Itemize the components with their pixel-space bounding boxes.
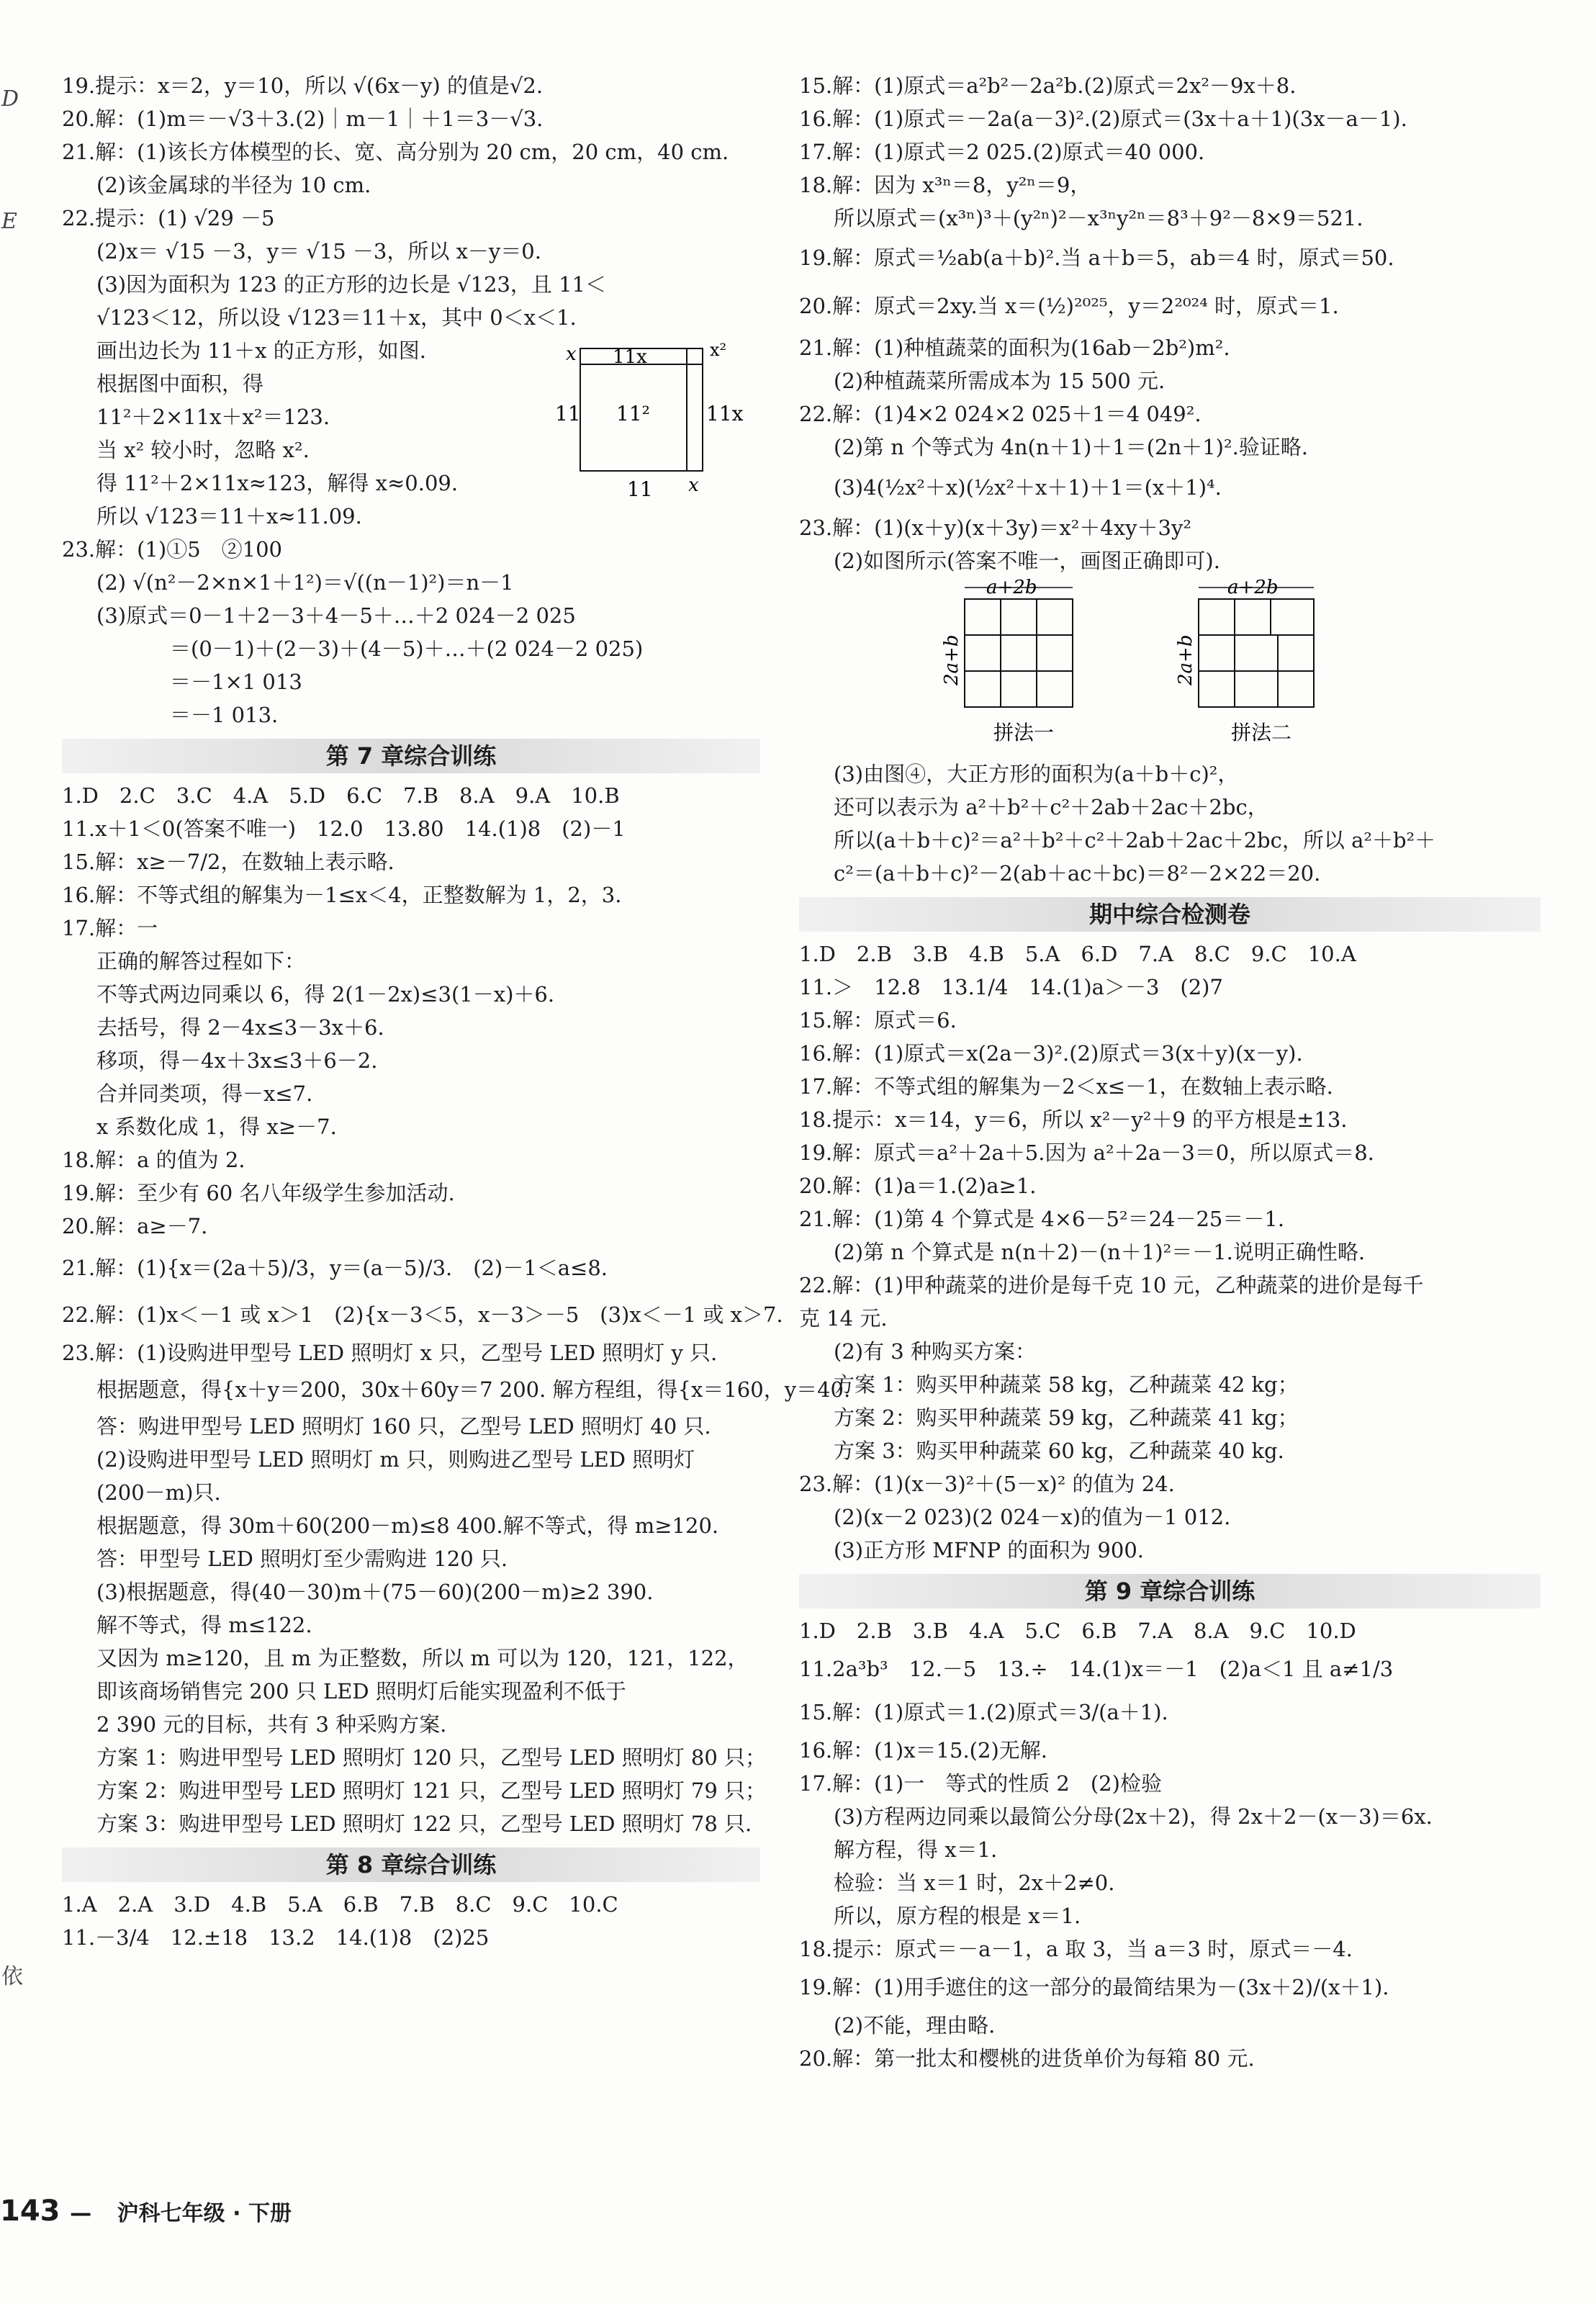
r-23-c: (3)由图④，大正方形的面积为(a＋b＋c)²， bbox=[834, 762, 1239, 786]
ch7-23-h: 解不等式，得 m≤122. bbox=[96, 1613, 312, 1637]
answer-22-result: 所以 √123＝11＋x≈11.09. bbox=[96, 504, 362, 528]
ch9-18: 18.提示：原式＝－a－1，a 取 3，当 a＝3 时，原式＝－4. bbox=[799, 1937, 1353, 1961]
answer-22-area: 根据图中面积，得 bbox=[96, 372, 264, 396]
mid-23: 23.解：(1)(x－3)²＋(5－x)² 的值为 24. bbox=[799, 1472, 1175, 1496]
r-23-d: 还可以表示为 a²＋b²＋c²＋2ab＋2ac＋2bc， bbox=[834, 795, 1268, 819]
ch9-17-c: 解方程，得 x＝1. bbox=[834, 1837, 998, 1862]
grid1-top-label: a+2b bbox=[986, 577, 1037, 598]
mid-22-e: 方案 2：购买甲种蔬菜 59 kg，乙种蔬菜 41 kg； bbox=[834, 1405, 1299, 1430]
ch7-22: 22.解：(1)x＜－1 或 x＞1 (2){x－3＜5，x－3＞－5 (3)x＜－1 或 x＞7. bbox=[62, 1302, 783, 1327]
answer-23-3d: ＝－1 013. bbox=[170, 703, 279, 727]
margin-mark-yi: 依 bbox=[1, 1964, 23, 1989]
ch8-fill: 11.－3/4 12.±18 13.2 14.(1)8 (2)25 bbox=[62, 1925, 490, 1950]
ch7-21: 21.解：(1){x＝(2a＋5)/3，y＝(a－5)/3. (2)－1＜a≤8. bbox=[62, 1256, 608, 1280]
answer-22-3b: √123＜12，所以设 √123＝11＋x，其中 0＜x＜1. bbox=[96, 305, 577, 330]
answer-22-2: (2)x＝ √15 －3，y＝ √15 －3，所以 x－y＝0. bbox=[96, 239, 541, 264]
grid2-side-label: 2a+b bbox=[1175, 634, 1197, 685]
answer-20: 20.解：(1)m＝－√3＋3.(2)｜m－1｜＋1＝3－√3. bbox=[62, 107, 544, 131]
ch7-17-e: 合并同类项，得－x≤7. bbox=[96, 1081, 313, 1106]
answer-19: 19.提示：x＝2，y＝10，所以 √(6x－y) 的值是√2. bbox=[62, 73, 544, 98]
mid-22-f: 方案 3：购买甲种蔬菜 60 kg，乙种蔬菜 40 kg. bbox=[834, 1439, 1284, 1463]
answer-23-3: (3)原式＝0－1＋2－3＋4－5＋…＋2 024－2 025 bbox=[96, 603, 576, 628]
grid2-caption: 拼法二 bbox=[1231, 721, 1292, 744]
r-22: 22.解：(1)4×2 024×2 025＋1＝4 049². bbox=[799, 402, 1201, 426]
ch7-choice: 1.D 2.C 3.C 4.A 5.D 6.C 7.B 8.A 9.A 10.B bbox=[62, 783, 620, 808]
answer-22-ignore: 当 x² 较小时，忽略 x². bbox=[96, 438, 310, 462]
mid-23-b: (2)(x－2 023)(2 024－x)的值为－1 012. bbox=[834, 1505, 1231, 1529]
ch7-17-c: 去括号，得 2－4x≤3－3x＋6. bbox=[96, 1015, 384, 1040]
ch7-17-b: 不等式两边同乘以 6，得 2(1－2x)≤3(1－x)＋6. bbox=[96, 982, 555, 1007]
answer-22-draw: 画出边长为 11＋x 的正方形，如图. bbox=[96, 338, 426, 363]
ch7-23-b: 答：购进甲型号 LED 照明灯 160 只，乙型号 LED 照明灯 40 只. bbox=[96, 1414, 711, 1439]
grid-diagram-1 bbox=[936, 577, 1080, 757]
ch7-23-m: 方案 2：购进甲型号 LED 照明灯 121 只，乙型号 LED 照明灯 79 只； bbox=[96, 1778, 767, 1803]
mid-16: 16.解：(1)原式＝x(2a－3)².(2)原式＝3(x＋y)(x－y). bbox=[799, 1041, 1303, 1066]
mid-23-c: (3)正方形 MFNP 的面积为 900. bbox=[834, 1538, 1145, 1562]
ch9-17: 17.解：(1)一 等式的性质 2 (2)检验 bbox=[799, 1771, 1162, 1796]
r-22-b: (2)第 n 个等式为 4n(n＋1)＋1＝(2n＋1)².验证略. bbox=[834, 435, 1309, 459]
answer-21-2: (2)该金属球的半径为 10 cm. bbox=[96, 173, 371, 197]
r-23-e: 所以(a＋b＋c)²＝a²＋b²＋c²＋2ab＋2ac＋2bc，所以 a²＋b²＋ bbox=[834, 828, 1436, 852]
ch7-23-e: 根据题意，得 30m＋60(200－m)≤8 400.解不等式，得 m≥120. bbox=[96, 1513, 719, 1538]
answer-21: 21.解：(1)该长方体模型的长、宽、高分别为 20 cm，20 cm，40 cm. bbox=[62, 140, 729, 164]
fig-bottom-right-label: x bbox=[688, 474, 699, 496]
mid-22: 22.解：(1)甲种蔬菜的进价是每千克 10 元，乙种蔬菜的进价是每千 bbox=[799, 1273, 1424, 1297]
answer-23-3b: ＝(0－1)＋(2－3)＋(4－5)＋…＋(2 024－2 025) bbox=[170, 636, 644, 661]
r-21: 21.解：(1)种植蔬菜的面积为(16ab－2b²)m². bbox=[799, 336, 1230, 360]
answer-22-solve: 得 11²＋2×11x≈123，解得 x≈0.09. bbox=[96, 471, 459, 495]
ch7-18: 18.解：a 的值为 2. bbox=[62, 1148, 245, 1172]
grid-figures bbox=[799, 577, 1541, 757]
grid-figure-2 bbox=[1170, 577, 1328, 760]
answer-22: 22.提示：(1) √29 －5 bbox=[62, 206, 275, 230]
answer-23-2: (2) √(n²－2×n×1＋1²)＝√((n－1)²)＝n－1 bbox=[96, 570, 514, 595]
book-title: 沪科七年级 · 下册 bbox=[117, 2201, 292, 2226]
ch9-choice: 1.D 2.B 3.B 4.A 5.C 6.B 7.A 8.A 9.C 10.D bbox=[799, 1619, 1356, 1643]
mid-22-c: (2)有 3 种购买方案： bbox=[834, 1339, 1036, 1364]
answer-23: 23.解：(1)①5 ②100 bbox=[62, 537, 283, 562]
ch9-19-b: (2)不能，理由略. bbox=[834, 2013, 996, 2038]
banner-chapter-7: 第 7 章综合训练 bbox=[62, 739, 760, 773]
ch9-20: 20.解：第一批太和樱桃的进货单价为每箱 80 元. bbox=[799, 2046, 1255, 2071]
grid2-top-label: a+2b bbox=[1227, 577, 1279, 598]
square-diagram bbox=[551, 334, 767, 521]
fig-right-label: 11x bbox=[706, 402, 744, 426]
mid-18: 18.提示：x＝14，y＝6，所以 x²－y²＋9 的平方根是±13. bbox=[799, 1107, 1348, 1132]
ch7-23-g: (3)根据题意，得(40－30)m＋(75－60)(200－m)≥2 390. bbox=[96, 1580, 654, 1604]
ch7-23-j: 即该商场销售完 200 只 LED 照明灯后能实现盈利不低于 bbox=[96, 1679, 626, 1704]
r-15: 15.解：(1)原式＝a²b²－2a²b.(2)原式＝2x²－9x＋8. bbox=[799, 73, 1297, 98]
fig-top-right-label: x² bbox=[710, 340, 727, 360]
ch9-15: 15.解：(1)原式＝1.(2)原式＝3/(a＋1). bbox=[799, 1700, 1168, 1724]
ch7-23: 23.解：(1)设购进甲型号 LED 照明灯 x 只，乙型号 LED 照明灯 y 只. bbox=[62, 1341, 718, 1365]
fig-center-label: 11² bbox=[616, 402, 650, 426]
mid-19: 19.解：原式＝a²＋2a＋5.因为 a²＋2a－3＝0，所以原式＝8. bbox=[799, 1140, 1374, 1165]
r-18: 18.解：因为 x³ⁿ＝8，y²ⁿ＝9， bbox=[799, 173, 1091, 197]
r-22-c: (3)4(½x²＋x)(½x²＋x＋1)＋1＝(x＋1)⁴. bbox=[834, 475, 1222, 500]
square-figure bbox=[551, 334, 767, 521]
fig-left-label: 11 bbox=[555, 402, 581, 426]
mid-21: 21.解：(1)第 4 个算式是 4×6－5²＝24－25＝－1. bbox=[799, 1207, 1285, 1231]
page-number: 143 bbox=[0, 2195, 60, 2228]
ch7-17-d: 移项，得－4x＋3x≤3＋6－2. bbox=[96, 1048, 378, 1073]
ch9-16: 16.解：(1)x＝15.(2)无解. bbox=[799, 1738, 1047, 1763]
square-section bbox=[62, 334, 760, 533]
ch7-23-f: 答：甲型号 LED 照明灯至少需购进 120 只. bbox=[96, 1547, 508, 1571]
r-23: 23.解：(1)(x＋y)(x＋3y)＝x²＋4xy＋3y² bbox=[799, 516, 1192, 540]
ch7-23-d: (200－m)只. bbox=[96, 1480, 221, 1505]
ch7-23-c: (2)设购进甲型号 LED 照明灯 m 只，则购进乙型号 LED 照明灯 bbox=[96, 1447, 695, 1472]
ch8-choice: 1.A 2.A 3.D 4.B 5.A 6.B 7.B 8.C 9.C 10.C bbox=[62, 1892, 618, 1917]
ch7-16: 16.解：不等式组的解集为－1≤x＜4，正整数解为 1，2，3. bbox=[62, 883, 622, 907]
r-19: 19.解：原式＝½ab(a＋b)².当 a＋b＝5，ab＝4 时，原式＝50. bbox=[799, 246, 1394, 270]
banner-midterm: 期中综合检测卷 bbox=[799, 897, 1541, 932]
grid-figure-1 bbox=[936, 577, 1080, 760]
mid-17: 17.解：不等式组的解集为－2＜x≤－1，在数轴上表示略. bbox=[799, 1074, 1333, 1099]
mid-22-d: 方案 1：购买甲种蔬菜 58 kg，乙种蔬菜 42 kg； bbox=[834, 1372, 1299, 1397]
ch7-17-a: 正确的解答过程如下： bbox=[96, 949, 306, 973]
grid1-side-label: 2a+b bbox=[941, 634, 962, 685]
r-23-b: (2)如图所示(答案不唯一，画图正确即可). bbox=[834, 549, 1220, 573]
ch9-17-d: 检验：当 x＝1 时，2x＋2≠0. bbox=[834, 1871, 1115, 1895]
ch7-17-f: x 系数化成 1，得 x≥－7. bbox=[96, 1115, 337, 1139]
r-16: 16.解：(1)原式＝－2a(a－3)².(2)原式＝(3x＋a＋1)(3x－a－1). bbox=[799, 107, 1407, 131]
ch7-23-l: 方案 1：购进甲型号 LED 照明灯 120 只，乙型号 LED 照明灯 80 只； bbox=[96, 1745, 767, 1770]
footer-dash: — bbox=[70, 2201, 92, 2226]
grid-diagram-2 bbox=[1170, 577, 1328, 757]
r-17: 17.解：(1)原式＝2 025.(2)原式＝40 000. bbox=[799, 140, 1205, 164]
answer-22-3: (3)因为面积为 123 的正方形的边长是 √123，且 11＜ bbox=[96, 272, 607, 297]
banner-chapter-9: 第 9 章综合训练 bbox=[799, 1574, 1541, 1608]
mid-20: 20.解：(1)a＝1.(2)a≥1. bbox=[799, 1174, 1037, 1198]
ch7-20: 20.解：a≥－7. bbox=[62, 1214, 208, 1238]
mid-fill: 11.＞ 12.8 13.1/4 14.(1)a＞－3 (2)7 bbox=[799, 975, 1223, 999]
ch9-19: 19.解：(1)用手遮住的这一部分的最简结果为－(3x＋2)/(x＋1). bbox=[799, 1975, 1389, 1999]
grid1-caption: 拼法一 bbox=[993, 721, 1055, 744]
margin-mark-d: D bbox=[1, 86, 19, 112]
ch9-17-b: (3)方程两边同乘以最简公分母(2x＋2)，得 2x＋2－(x－3)＝6x. bbox=[834, 1804, 1433, 1829]
ch7-15: 15.解：x≥－7/2，在数轴上表示略. bbox=[62, 850, 395, 874]
answer-22-eq: 11²＋2×11x＋x²＝123. bbox=[96, 405, 330, 429]
ch7-23-k: 2 390 元的目标，共有 3 种采购方案. bbox=[96, 1712, 447, 1737]
page-footer bbox=[0, 2195, 292, 2228]
r-21-b: (2)种植蔬菜所需成本为 15 500 元. bbox=[834, 369, 1166, 393]
ch7-23-i: 又因为 m≥120，且 m 为正整数，所以 m 可以为 120，121，122， bbox=[96, 1646, 749, 1670]
fig-top-label: 11x bbox=[613, 346, 647, 368]
answer-23-3c: ＝－1×1 013 bbox=[170, 670, 302, 694]
banner-chapter-8: 第 8 章综合训练 bbox=[62, 1848, 760, 1882]
margin-mark-e: E bbox=[1, 209, 17, 234]
ch7-23-a: 根据题意，得{x＋y＝200，30x＋60y＝7 200. 解方程组，得{x＝160，y＝40. bbox=[96, 1377, 851, 1402]
ch9-17-e: 所以，原方程的根是 x＝1. bbox=[834, 1904, 1081, 1928]
mid-21-b: (2)第 n 个算式是 n(n＋2)－(n＋1)²＝－1.说明正确性略. bbox=[834, 1240, 1366, 1264]
right-column bbox=[799, 69, 1541, 2075]
ch7-17: 17.解：一 bbox=[62, 916, 158, 940]
ch7-fill: 11.x＋1＜0(答案不唯一) 12.0 13.80 14.(1)8 (2)－1 bbox=[62, 816, 626, 841]
fig-corner-x: x bbox=[566, 343, 577, 365]
mid-15: 15.解：原式＝6. bbox=[799, 1008, 957, 1032]
r-23-f: c²＝(a＋b＋c)²－2(ab＋ac＋bc)＝8²－2×22＝20. bbox=[834, 861, 1321, 886]
r-20: 20.解：原式＝2xy.当 x＝(½)²⁰²⁵，y＝2²⁰²⁴ 时，原式＝1. bbox=[799, 294, 1339, 318]
mid-choice: 1.D 2.B 3.B 4.B 5.A 6.D 7.A 8.C 9.C 10.A bbox=[799, 942, 1356, 966]
ch9-fill: 11.2a³b³ 12.－5 13.÷ 14.(1)x＝－1 (2)a＜1 且 a≠1/3 bbox=[799, 1657, 1394, 1681]
ch7-23-n: 方案 3：购进甲型号 LED 照明灯 122 只，乙型号 LED 照明灯 78 只. bbox=[96, 1812, 752, 1836]
mid-22-b: 克 14 元. bbox=[799, 1306, 888, 1331]
fig-bottom-label: 11 bbox=[627, 477, 653, 501]
r-18-b: 所以原式＝(x³ⁿ)³＋(y²ⁿ)²－x³ⁿy²ⁿ＝8³＋9²－8×9＝521. bbox=[834, 206, 1363, 230]
ch7-19: 19.解：至少有 60 名八年级学生参加活动. bbox=[62, 1181, 455, 1205]
